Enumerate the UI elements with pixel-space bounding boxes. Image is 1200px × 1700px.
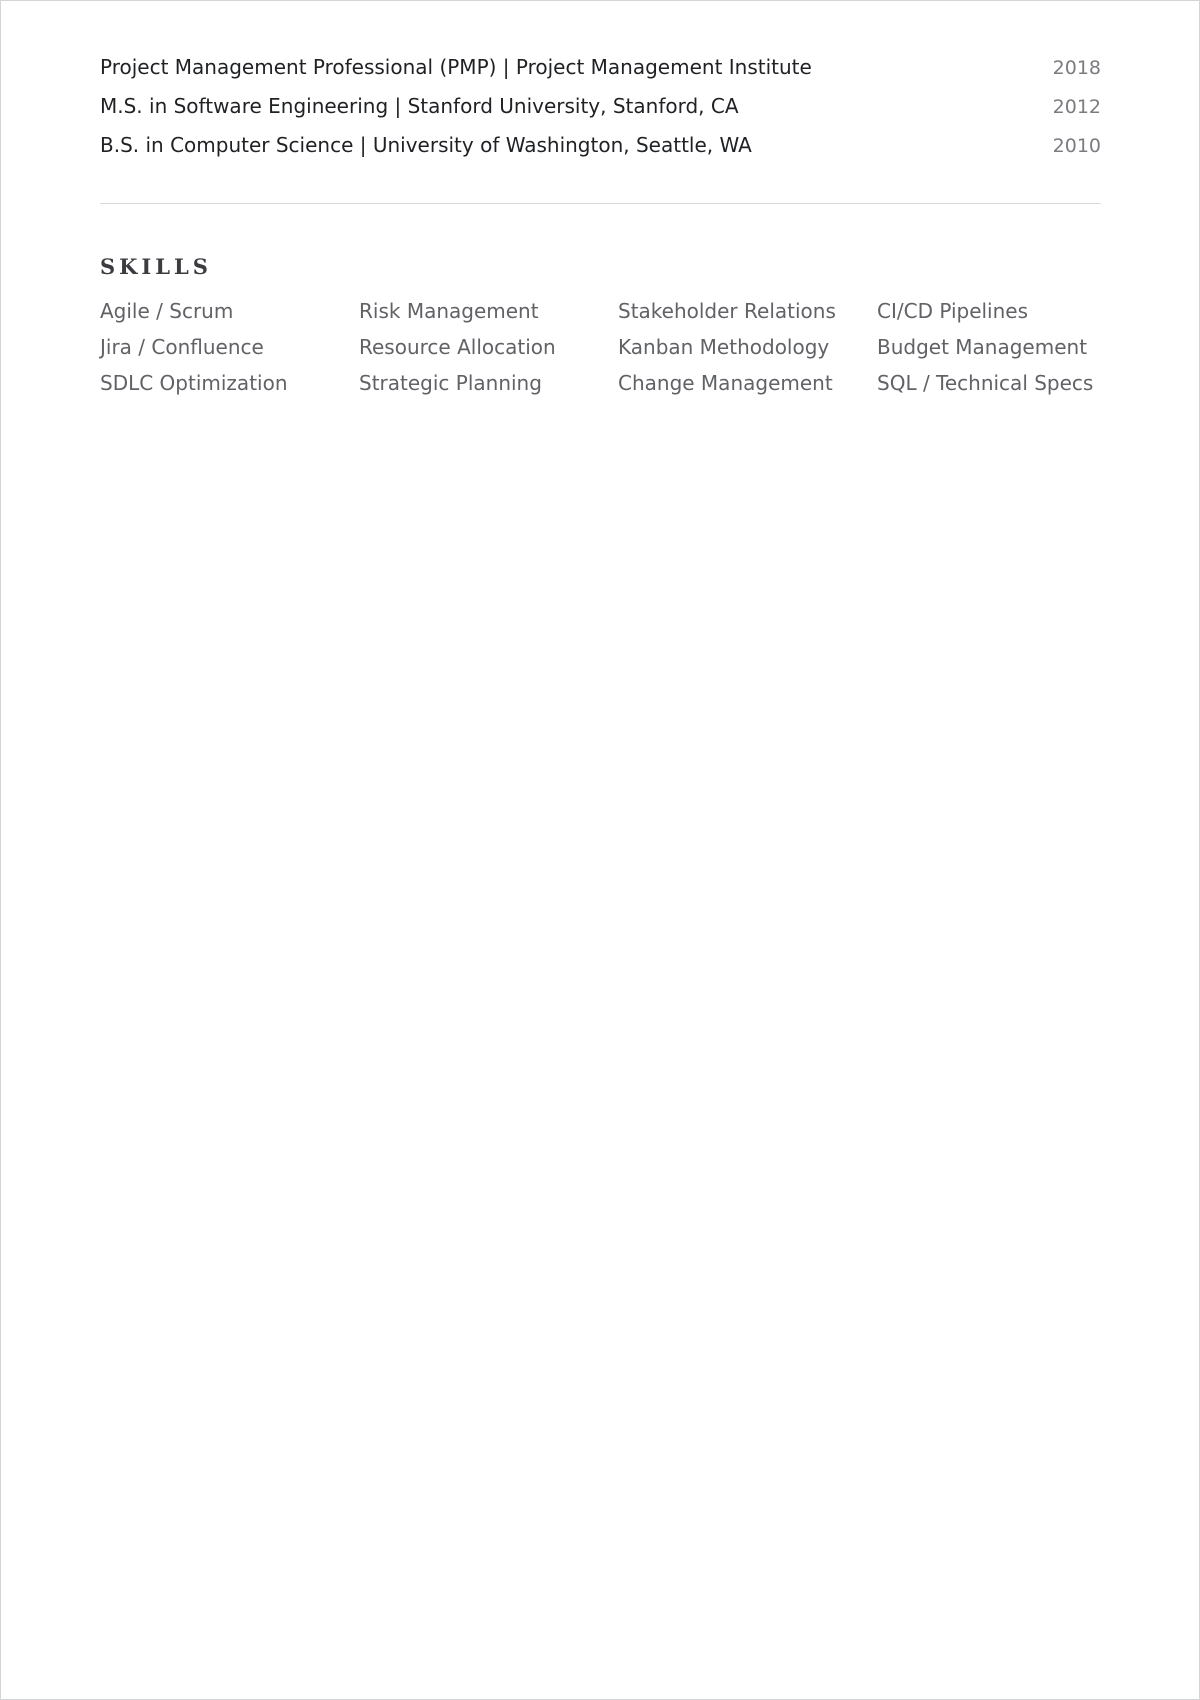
- skills-grid: [100, 299, 1101, 407]
- education-entry: [100, 55, 1101, 94]
- education-year: 2012: [1052, 96, 1101, 118]
- skill-item: Budget Management: [877, 335, 1088, 359]
- education-year: 2018: [1052, 57, 1101, 79]
- skill-item: Kanban Methodology: [618, 335, 830, 359]
- education-year: 2010: [1052, 135, 1101, 157]
- education-entry: [100, 133, 1101, 172]
- skill-item: Resource Allocation: [359, 335, 556, 359]
- education-credential: B.S. in Computer Science | University of Washington, Seattle, WA: [100, 133, 752, 157]
- resume-content: [100, 55, 1101, 407]
- skill-item: Risk Management: [359, 299, 539, 323]
- skill-item: SDLC Optimization: [100, 371, 288, 395]
- skill-item: CI/CD Pipelines: [877, 299, 1029, 323]
- education-credential: M.S. in Software Engineering | Stanford University, Stanford, CA: [100, 94, 739, 118]
- skill-item: Strategic Planning: [359, 371, 542, 395]
- section-divider: [100, 203, 1101, 204]
- education-entry: [100, 94, 1101, 133]
- skill-item: Change Management: [618, 371, 833, 395]
- skill-item: Agile / Scrum: [100, 299, 234, 323]
- skill-item: Jira / Confluence: [100, 335, 264, 359]
- skills-section-title: SKILLS: [100, 254, 212, 279]
- education-list: [100, 55, 1101, 172]
- education-credential: Project Management Professional (PMP) | Project Management Institute: [100, 55, 812, 79]
- skill-item: Stakeholder Relations: [618, 299, 836, 323]
- skill-item: SQL / Technical Specs: [877, 371, 1094, 395]
